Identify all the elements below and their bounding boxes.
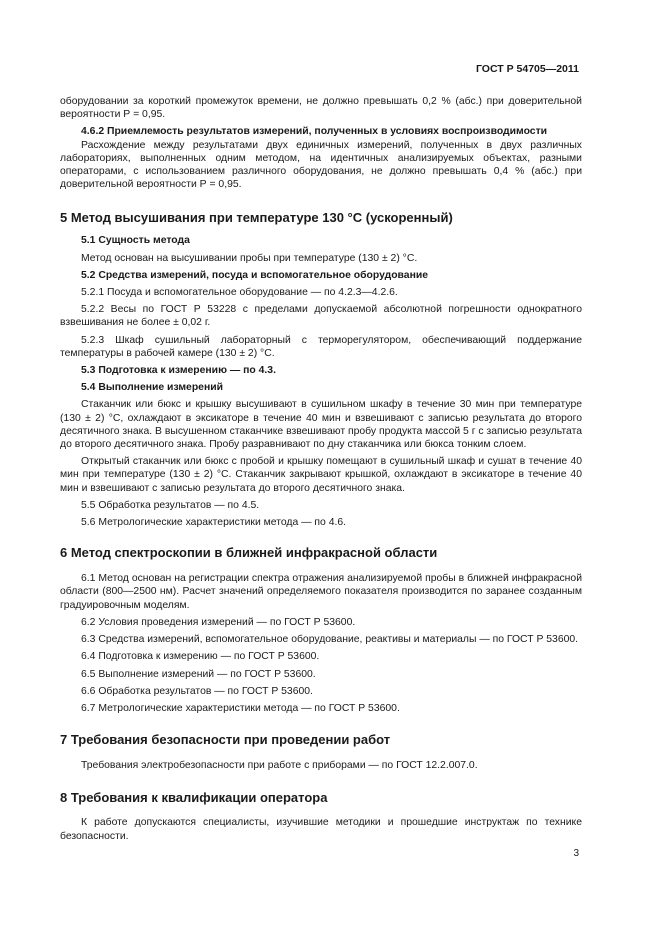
paragraph: 6.7 Метрологические характеристики метода — по ГОСТ Р 53600. (81, 702, 400, 714)
paragraph: 5.2.2 Весы по ГОСТ Р 53228 с пределами допускаемой абсолютной погрешности однократного взвешивания не более ± 0,02 г. (60, 304, 582, 329)
clause-heading-5-3: 5.3 Подготовка к измерению — по 4.3. (81, 365, 276, 377)
paragraph: Стаканчик или бюкс и крышку высушивают в сушильном шкафу в течение 30 мин при температуре (130 ± 2) °С, охлаждают в эксикаторе в течение 40 мин и взвешивают с записью результата до второго десятичного знака. В высушенном стаканчике взвешивают пробу продукта массой 5 г с записью результата до второго десятичного знака. Пробу разравнивают по дну стаканчика или бюкса тонким слоем. (60, 399, 582, 451)
paragraph: 6.6 Обработка результатов — по ГОСТ Р 53600. (81, 685, 313, 697)
paragraph: Открытый стаканчик или бюкс с пробой и крышку помещают в сушильный шкаф и сушат в течение 40 мин при температуре (130 ± 2) °С. Стаканчик закрывают крышкой, охлаждают в эксикаторе в течение 40 мин и взвешивают с записью результата до второго десятичного знака. (60, 456, 582, 494)
paragraph: 6.5 Выполнение измерений — по ГОСТ Р 53600. (81, 668, 316, 680)
section-title-5: 5 Метод высушивания при температуре 130 °С (ускоренный) (60, 210, 453, 226)
clause-heading-5-1: 5.1 Сущность метода (81, 235, 190, 247)
document-code-header: ГОСТ Р 54705—2011 (475, 63, 579, 75)
paragraph: К работе допускаются специалисты, изучившие методики и прошедшие инструктаж по технике безопасности. (60, 817, 582, 842)
paragraph: 5.2.3 Шкаф сушильный лабораторный с терморегулятором, обеспечивающий поддержание температуры в рабочей камере (130 ± 2) °С. (60, 334, 582, 359)
paragraph: 6.1 Метод основан на регистрации спектра отражения анализируемой пробы в ближней инфракрасной области (800—2500 нм). Расчет значений определяемого показателя производится по заранее созданным градуировочным моделям. (60, 573, 582, 611)
document-body (60, 95, 582, 843)
paragraph: 5.2.1 Посуда и вспомогательное оборудование — по 4.2.3—4.2.6. (81, 287, 398, 299)
paragraph: 5.5 Обработка результатов — по 4.5. (81, 499, 260, 511)
paragraph: оборудовании за короткий промежуток времени, не должно превышать 0,2 % (абс.) при доверительной вероятности Р = 0,95. (60, 96, 582, 121)
paragraph: 6.2 Условия проведения измерений — по ГОСТ Р 53600. (81, 616, 356, 628)
page-number: 3 (573, 848, 579, 859)
paragraph: Требования электробезопасности при работе с приборами — по ГОСТ 12.2.007.0. (81, 760, 478, 772)
paragraph: 5.6 Метрологические характеристики метода — по 4.6. (81, 517, 347, 529)
clause-heading-5-4: 5.4 Выполнение измерений (81, 382, 223, 394)
subclause-heading-4-6-2: 4.6.2 Приемлемость результатов измерений, полученных в условиях воспроизводимости (81, 126, 548, 138)
section-title-7: 7 Требования безопасности при проведении работ (60, 732, 391, 748)
paragraph: Расхождение между результатами двух единичных измерений, полученных в двух различных лабораториях, выполненных одним методом, на идентичных анализируемых объектах, разными операторами, с использованием различного оборудования, не должно превышать 0,4 % (абс.) при доверительной вероятности Р = 0,95. (60, 139, 582, 191)
section-title-8: 8 Требования к квалификации оператора (60, 790, 328, 806)
section-title-6: 6 Метод спектроскопии в ближней инфракрасной области (60, 545, 438, 561)
paragraph: 6.3 Средства измерений, вспомогательное оборудование, реактивы и материалы — по ГОСТ Р 53600. (81, 634, 579, 646)
paragraph: 6.4 Подготовка к измерению — по ГОСТ Р 53600. (81, 651, 320, 663)
clause-heading-5-2: 5.2 Средства измерений, посуда и вспомогательное оборудование (81, 269, 429, 281)
paragraph: Метод основан на высушивании пробы при температуре (130 ± 2) °С. (81, 252, 418, 264)
